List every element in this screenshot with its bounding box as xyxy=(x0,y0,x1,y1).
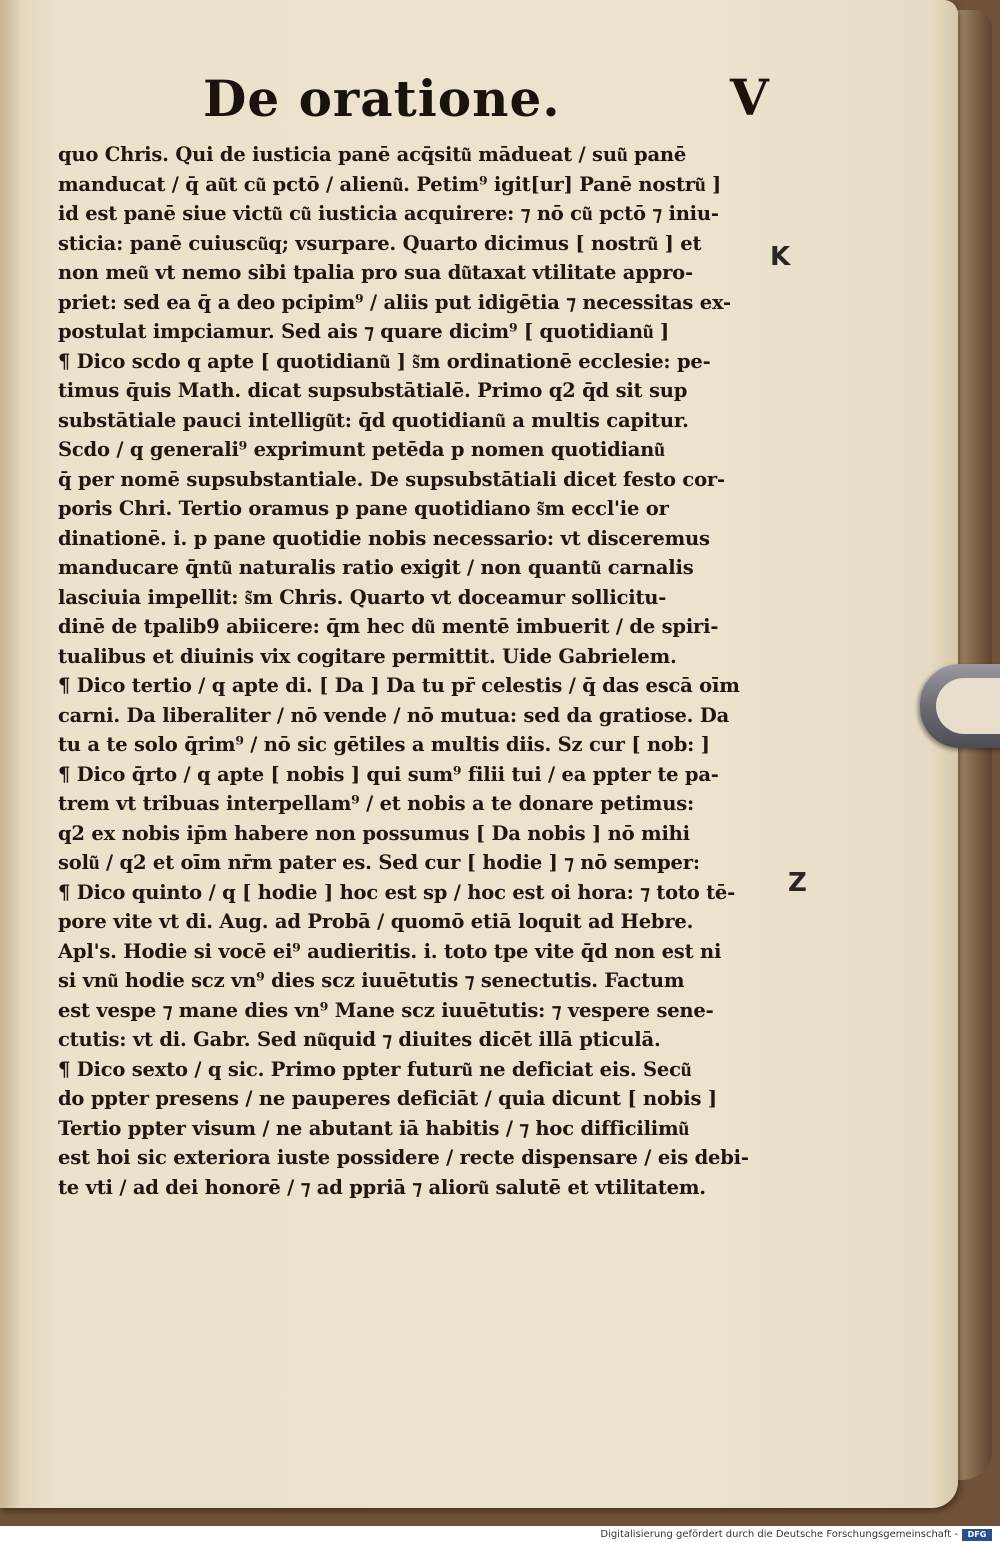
text-line: postulat impciamur. Sed ais ⁊ quare dicim⁹ [ quotidianu͂ ] xyxy=(58,320,670,343)
digitization-credit: Digitalisierung gefördert durch die Deutsche Forschungsgemeinschaft - xyxy=(600,1529,958,1540)
text-line: Tertio ppter visum / ne abutant iā habitis / ⁊ hoc difficilimu͂ xyxy=(58,1116,690,1140)
text-line: manducat / q̄ au͂t cu͂ pctō / alienu͂. Petim⁹ igit[ur] Panē nostru͂ ] xyxy=(58,172,722,196)
text-line: trem vt tribuas interpellam⁹ / et nobis a te donare petimus: xyxy=(58,792,694,815)
text-line: quo Chris. Qui de iusticia panē acq̄situ͂ mādueat / suu͂ panē xyxy=(58,143,687,166)
text-line: manducare q̄ntu͂ naturalis ratio exigit / non quantu͂ carnalis xyxy=(58,556,694,579)
text-line: ¶ Dico quinto / q [ hodie ] hoc est sp / hoc est oi hora: ⁊ toto tē- xyxy=(58,880,736,904)
text-line: ¶ Dico q̄rto / q apte [ nobis ] qui sum⁹ filii tui / ea ppter te pa- xyxy=(58,762,719,786)
text-line: lasciuia impellit: s͂m Chris. Quarto vt doceamur sollicitu- xyxy=(58,585,667,609)
text-line: do ppter presens / ne pauperes deficiāt / quia dicunt [ nobis ] xyxy=(58,1087,717,1110)
text-line: ¶ Dico scdo q apte [ quotidianu͂ ] s͂m ordinationē ecclesie: pe- xyxy=(58,349,711,373)
text-line: dinationē. i. p pane quotidie nobis necessario: vt disceremus xyxy=(58,526,710,550)
text-line: tualibus et diuinis vix cogitare permittit. Uide Gabrielem. xyxy=(58,644,677,668)
text-line: ¶ Dico tertio / q apte di. [ Da ] Da tu pr̄ celestis / q̄ das escā oīm xyxy=(58,674,740,697)
text-line: timus q̄uis Math. dicat supsubstātialē. Primo q2 q̄d sit sup xyxy=(58,379,688,402)
text-line: Apl's. Hodie si vocē ei⁹ audieritis. i. toto tpe vite q̄d non est ni xyxy=(58,939,722,963)
text-line: q̄ per nomē supsubstantiale. De supsubstātiali dicet festo cor- xyxy=(58,467,725,491)
text-line: pore vite vt di. Aug. ad Probā / quomō etiā loquit ad Hebre. xyxy=(58,910,694,933)
text-line: solu͂ / q2 et oīm nr̄m pater es. Sed cur [ hodie ] ⁊ nō semper: xyxy=(58,851,700,874)
body-text xyxy=(58,140,770,1202)
text-line: ¶ Dico sexto / q sic. Primo ppter futuru͂ ne deficiat eis. Secu͂ xyxy=(58,1057,692,1081)
text-line: si vnu͂ hodie scz vn⁹ dies scz iuuētutis ⁊ senectutis. Factum xyxy=(58,969,685,992)
text-line: poris Chri. Tertio oramus p pane quotidiano s͂m eccl'ie or xyxy=(58,497,669,520)
text-line: id est panē siue victu͂ cu͂ iusticia acquirere: ⁊ nō cu͂ pctō ⁊ iniu- xyxy=(58,202,719,225)
text-line: non meu͂ vt nemo sibi tpalia pro sua du͂taxat vtilitate appro- xyxy=(58,261,693,284)
text-line: Scdo / q generali⁹ exprimunt petēda p nomen quotidianu͂ xyxy=(58,438,665,461)
text-line: dinē de tpalib9 abiicere: q̄m hec du͂ mentē imbuerit / de spiri- xyxy=(58,615,719,638)
dfg-logo: DFG xyxy=(962,1529,992,1541)
text-line: te vti / ad dei honorē / ⁊ ad ppriā ⁊ alioru͂ salutē et vtilitatem. xyxy=(58,1175,706,1199)
text-line: substātiale pauci intelligu͂t: q̄d quotidianu͂ a multis capitur. xyxy=(58,408,689,432)
margin-note: Z xyxy=(788,868,807,898)
text-line: carni. Da liberaliter / nō vende / nō mutua: sed da gratiose. Da xyxy=(58,703,730,727)
text-line: est hoi sic exteriora iuste possidere / recte dispensare / eis debi- xyxy=(58,1146,749,1169)
text-line: ctutis: vt di. Gabr. Sed nu͂quid ⁊ diuites dicēt illā pticulā. xyxy=(58,1028,661,1051)
text-line: sticia: panē cuiuscu͂q; vsurpare. Quarto dicimus [ nostru͂ ] et xyxy=(58,231,702,255)
text-line: tu a te solo q̄rim⁹ / nō sic gētiles a multis diis. Sz cur [ nob: ] xyxy=(58,733,710,756)
text-line: q2 ex nobis ip̄m habere non possumus [ Da nobis ] nō mihi xyxy=(58,821,690,845)
page-heading: De oratione. xyxy=(203,69,561,128)
margin-note: K xyxy=(770,242,791,272)
book-clasp xyxy=(920,664,1000,748)
text-line: est vespe ⁊ mane dies vn⁹ Mane scz iuuētutis: ⁊ vespere sene- xyxy=(58,998,714,1022)
signature-mark: V xyxy=(730,68,769,127)
text-line: priet: sed ea q̄ a deo pcipim⁹ / aliis put idigētia ⁊ necessitas ex- xyxy=(58,290,731,314)
